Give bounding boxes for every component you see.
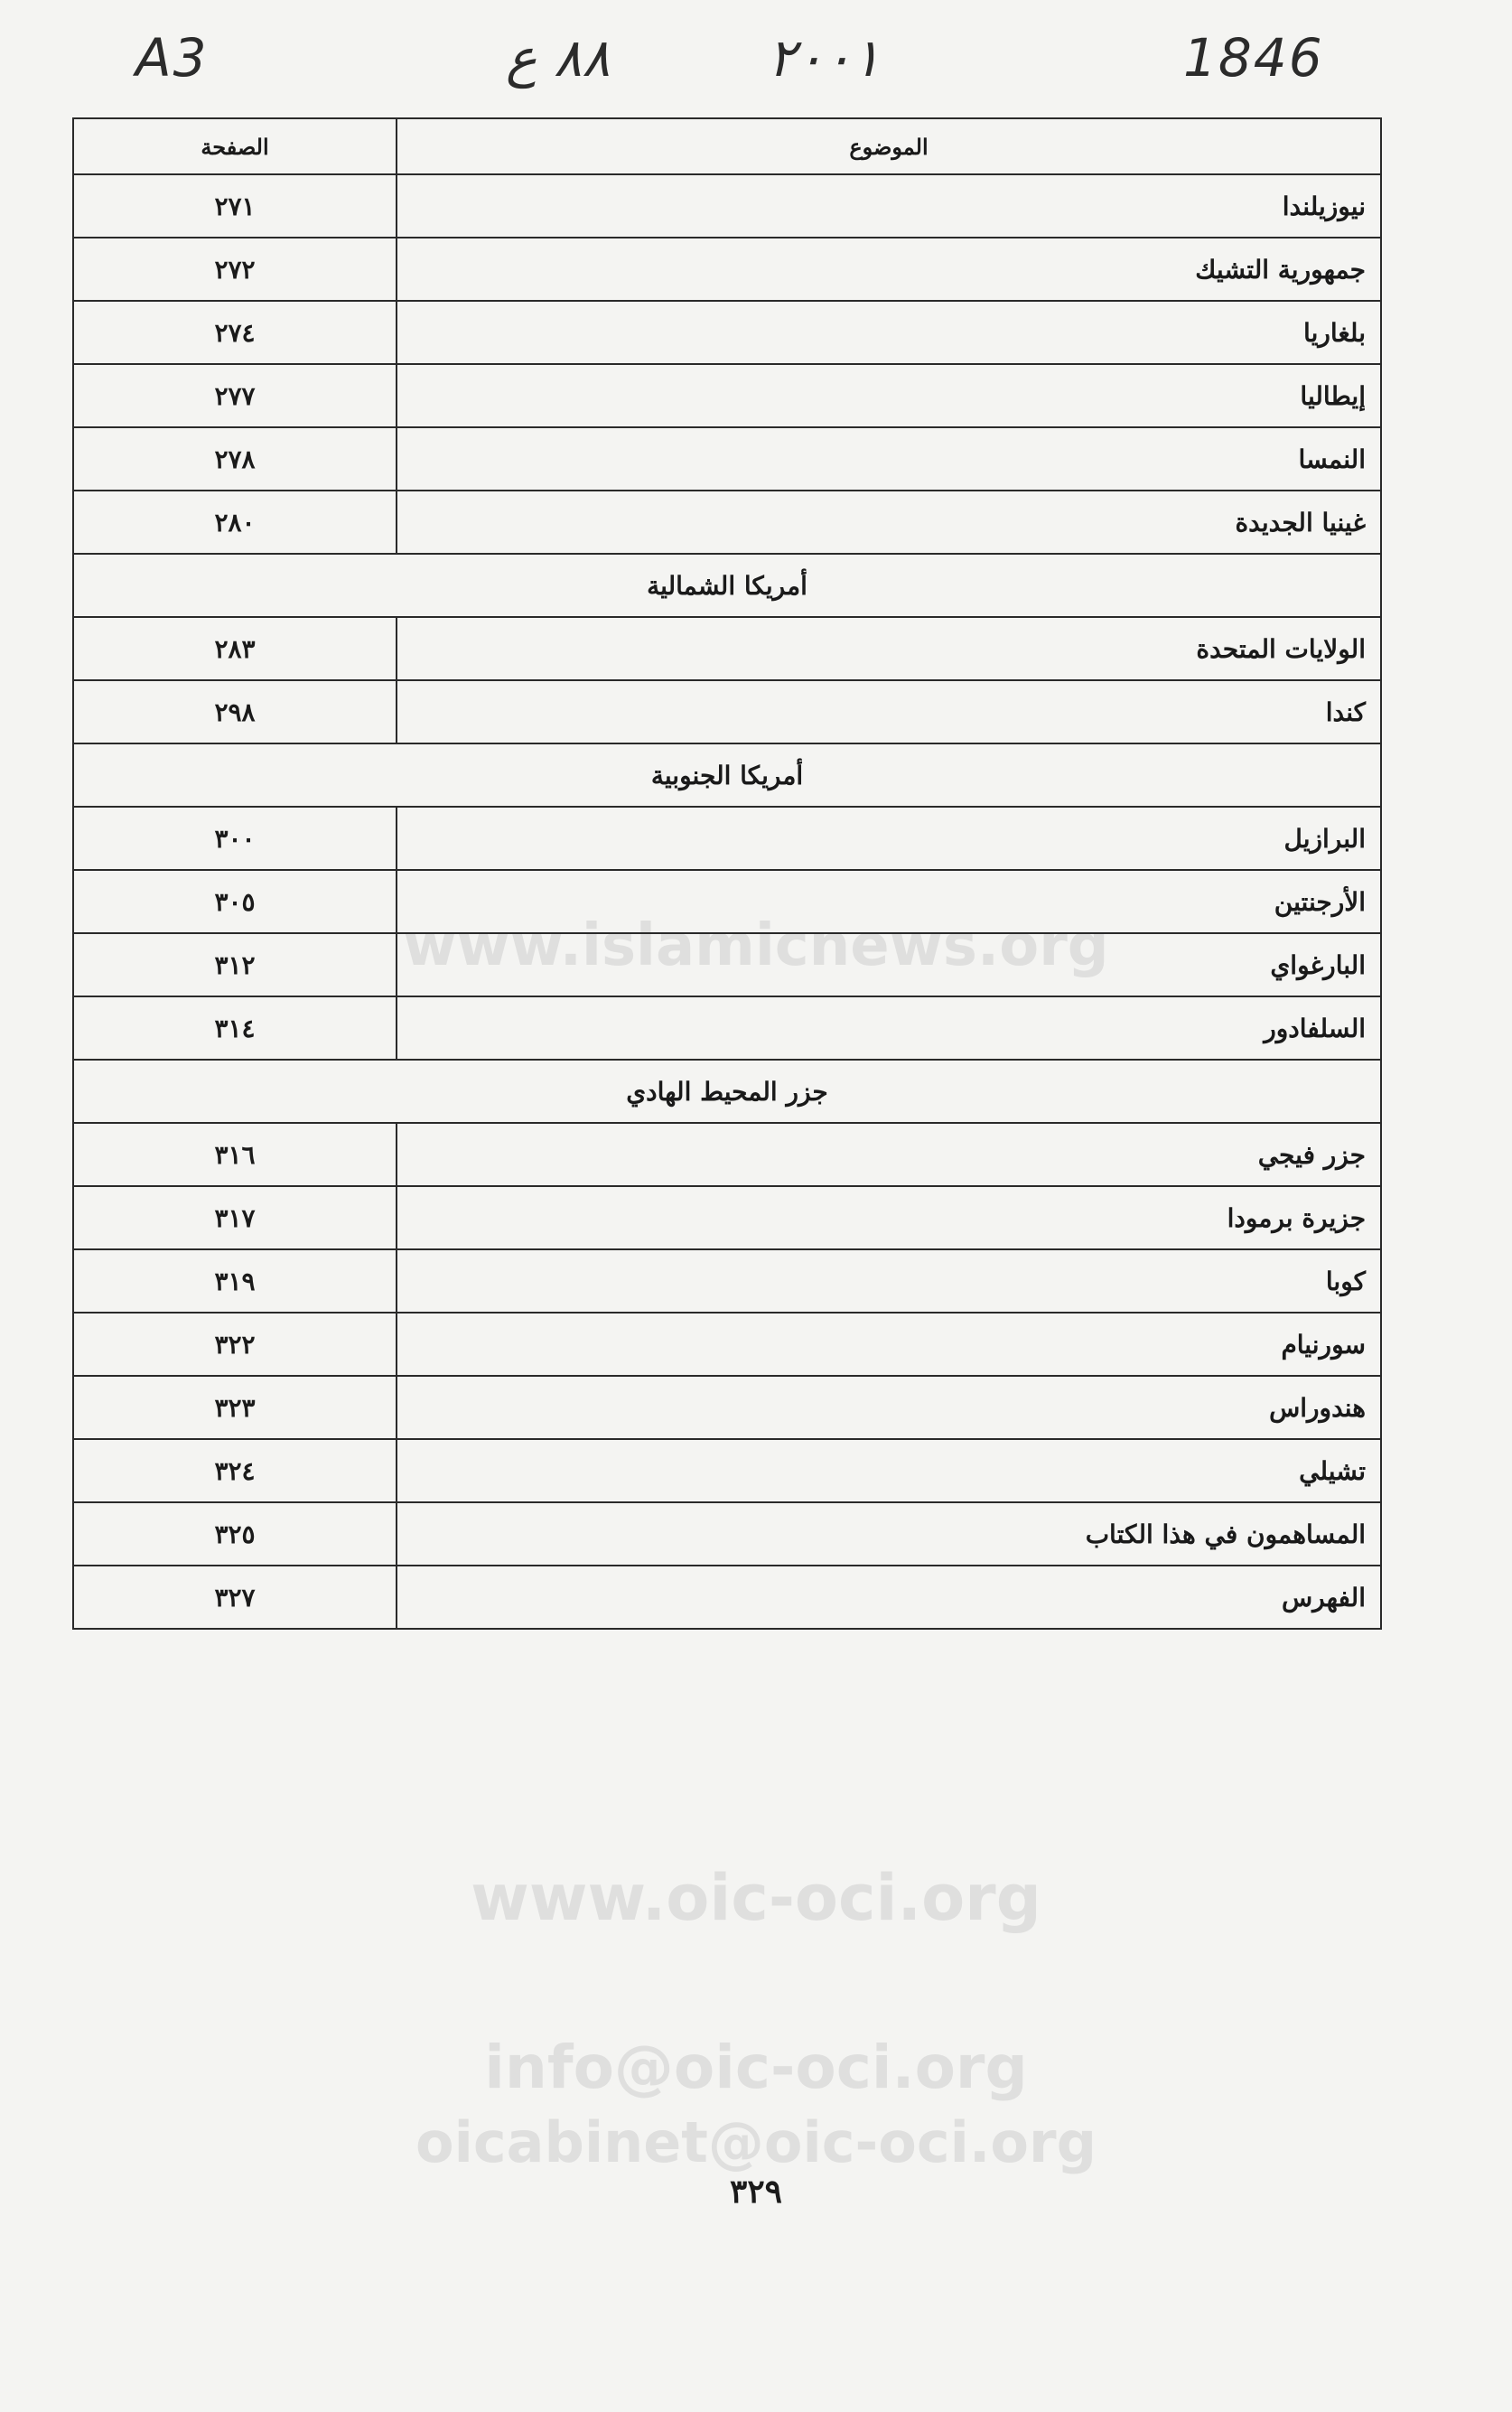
toc-entry-page: ٣٠٥: [73, 870, 397, 933]
bleed-through-line-4: oicabinet@oic-oci.org: [415, 2109, 1097, 2175]
toc-section-title: أمريكا الشمالية: [73, 554, 1381, 617]
toc-entry-page: ٣٢٤: [73, 1439, 397, 1502]
toc-entry-page: ٣١٦: [73, 1123, 397, 1186]
toc-entry-page: ٣١٧: [73, 1186, 397, 1249]
toc-entry-topic: جزيرة برمودا: [397, 1186, 1381, 1249]
toc-entry-page: ٣٢٥: [73, 1502, 397, 1566]
toc-entry-topic: سورنيام: [397, 1313, 1381, 1376]
toc-entry-topic: الولايات المتحدة: [397, 617, 1381, 680]
toc-entry-page: ٢٧٢: [73, 238, 397, 301]
toc-entry-page: ٢٧٧: [73, 364, 397, 427]
toc-header-page: الصفحة: [73, 118, 397, 174]
toc-section-title: جزر المحيط الهادي: [73, 1060, 1381, 1123]
toc-entry-topic: الفهرس: [397, 1566, 1381, 1629]
toc-entry-row: [73, 364, 1381, 427]
toc-entry-topic: كندا: [397, 680, 1381, 743]
toc-entry-row: [73, 1249, 1381, 1313]
toc-entry-topic: بلغاريا: [397, 301, 1381, 364]
bleed-through-line-3: info@oic-oci.org: [484, 2033, 1028, 2102]
toc-entry-topic: البارغواي: [397, 933, 1381, 996]
toc-entry-page: ٣٢٣: [73, 1376, 397, 1439]
toc-entry-row: [73, 933, 1381, 996]
toc-entry-row: [73, 238, 1381, 301]
toc-entry-topic: غينيا الجديدة: [397, 491, 1381, 554]
toc-entry-row: [73, 174, 1381, 238]
toc-entry-page: ٣٠٠: [73, 807, 397, 870]
toc-entry-topic: جمهورية التشيك: [397, 238, 1381, 301]
toc-entry-page: ٣١٩: [73, 1249, 397, 1313]
toc-entry-row: [73, 1186, 1381, 1249]
toc-section-row: [73, 554, 1381, 617]
page-number: ٣٢٩: [729, 2173, 782, 2211]
toc-entry-page: ٢٩٨: [73, 680, 397, 743]
toc-entry-row: [73, 1566, 1381, 1629]
table-of-contents: [72, 117, 1382, 1630]
toc-entry-topic: كوبا: [397, 1249, 1381, 1313]
toc-entry-row: [73, 1376, 1381, 1439]
toc-entry-row: [73, 301, 1381, 364]
toc-header-topic: الموضوع: [397, 118, 1381, 174]
handwritten-note-left: A3: [135, 27, 209, 89]
toc-entry-row: [73, 1439, 1381, 1502]
toc-section-row: [73, 743, 1381, 807]
toc-entry-page: ٣١٤: [73, 996, 397, 1060]
toc-entry-row: [73, 807, 1381, 870]
toc-entry-topic: المساهمون في هذا الكتاب: [397, 1502, 1381, 1566]
toc-entry-row: [73, 870, 1381, 933]
handwritten-note-right: 1846: [1183, 27, 1324, 89]
toc-entry-topic: النمسا: [397, 427, 1381, 491]
toc-entry-page: ٢٨٣: [73, 617, 397, 680]
bleed-through-line-1: www.islamicnews.org: [403, 912, 1109, 979]
toc-header-row: [73, 118, 1381, 174]
toc-entry-row: [73, 1502, 1381, 1566]
toc-entry-page: ٢٧١: [73, 174, 397, 238]
handwritten-note-center-b: ٢٠٠١: [768, 27, 881, 89]
toc-entry-topic: هندوراس: [397, 1376, 1381, 1439]
toc-section-title: أمريكا الجنوبية: [73, 743, 1381, 807]
toc-entry-topic: نيوزيلندا: [397, 174, 1381, 238]
toc-entry-topic: إيطاليا: [397, 364, 1381, 427]
toc-entry-topic: جزر فيجي: [397, 1123, 1381, 1186]
toc-entry-page: ٢٨٠: [73, 491, 397, 554]
toc-entry-row: [73, 491, 1381, 554]
toc-entry-row: [73, 1313, 1381, 1376]
toc-entry-row: [73, 1123, 1381, 1186]
toc-entry-row: [73, 680, 1381, 743]
toc-entry-topic: تشيلي: [397, 1439, 1381, 1502]
handwritten-note-center-a: ٨٨ ع: [506, 27, 611, 89]
toc-entry-page: ٣١٢: [73, 933, 397, 996]
toc-entry-topic: السلفادور: [397, 996, 1381, 1060]
toc-entry-page: ٣٢٢: [73, 1313, 397, 1376]
toc-entry-row: [73, 617, 1381, 680]
toc-section-row: [73, 1060, 1381, 1123]
toc-entry-topic: البرازيل: [397, 807, 1381, 870]
toc-entry-row: [73, 427, 1381, 491]
toc-entry-topic: الأرجنتين: [397, 870, 1381, 933]
toc-entry-row: [73, 996, 1381, 1060]
toc-entry-page: ٣٢٧: [73, 1566, 397, 1629]
toc-body: [73, 174, 1381, 1629]
bleed-through-line-2: www.oic-oci.org: [471, 1861, 1041, 1935]
toc-entry-page: ٢٧٨: [73, 427, 397, 491]
toc-entry-page: ٢٧٤: [73, 301, 397, 364]
